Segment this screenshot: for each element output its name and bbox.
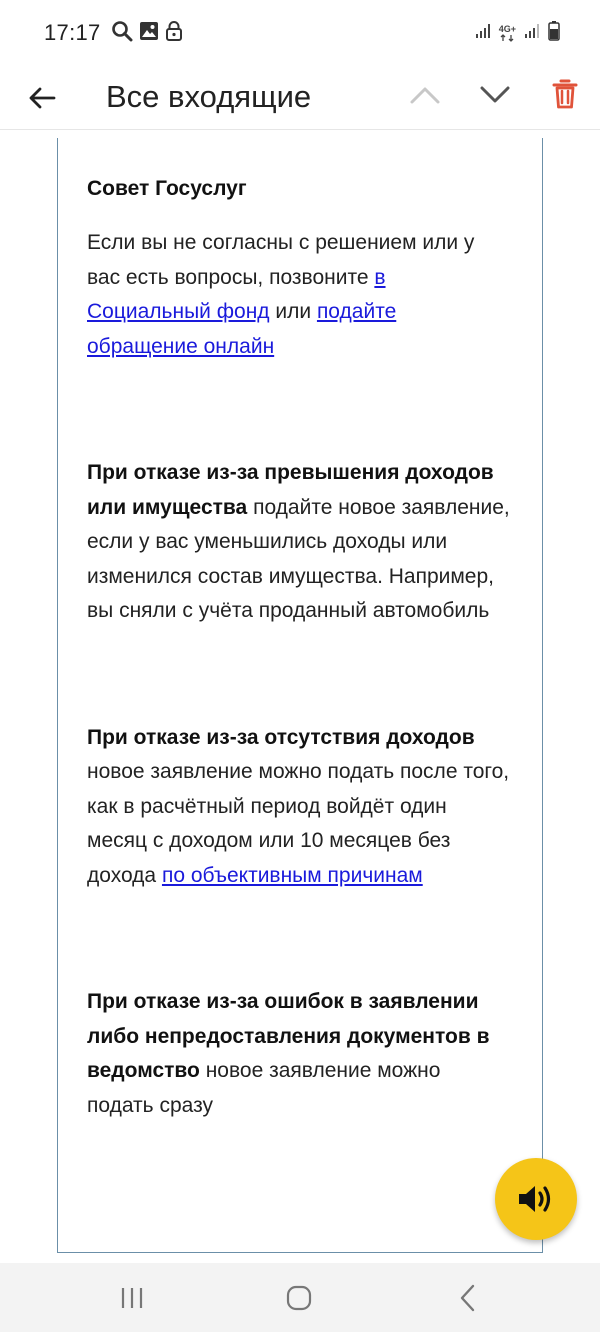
errors-refusal-paragraph (87, 985, 512, 1123)
income-refusal-bold: При отказе из-за превышения доходов или имущества (87, 461, 494, 519)
battery-icon (548, 21, 560, 46)
status-bar (0, 0, 600, 66)
previous-message-button[interactable] (404, 74, 446, 116)
lock-icon (165, 20, 183, 47)
signal-icon (475, 23, 491, 44)
home-button[interactable] (284, 1283, 314, 1313)
online-appeal-link[interactable]: подайте обращение онлайн (87, 300, 397, 358)
no-income-refusal-text: новое заявление можно подать после того, как в расчётный период войдёт один месяц с доходом или 10 месяцев без дохода (87, 760, 510, 887)
trash-icon (552, 78, 578, 110)
network-label: 4G+ (498, 23, 516, 34)
recent-apps-button[interactable] (118, 1285, 146, 1311)
income-refusal-paragraph (87, 456, 512, 629)
status-icons-left (111, 20, 183, 47)
tip-title: Совет Госуслуг (87, 177, 247, 200)
chevron-up-icon (409, 85, 441, 105)
tip-paragraph (87, 226, 512, 364)
system-nav-bar (0, 1263, 600, 1332)
search-icon (111, 20, 133, 47)
home-icon (286, 1285, 312, 1311)
delete-button[interactable] (548, 70, 582, 118)
objective-reasons-link[interactable]: по объективным причинам (161, 863, 423, 887)
read-aloud-button[interactable] (495, 1158, 577, 1240)
arrow-left-icon (28, 86, 56, 110)
recent-apps-icon (120, 1287, 144, 1309)
income-refusal-text: подайте новое заявление, если у вас уменьшились доходы или изменился состав имущества. Например, вы сняли с учёта проданный автомобиль (87, 495, 510, 622)
speaker-icon (516, 1182, 556, 1216)
signal-icon (524, 23, 540, 44)
errors-refusal-text: новое заявление можно подать сразу (87, 1059, 441, 1117)
image-icon (139, 21, 159, 46)
social-fund-link[interactable]: в Социальный фонд (87, 265, 386, 323)
4g-icon (499, 25, 516, 42)
status-icons-right (475, 21, 560, 46)
tip-text-1: Если вы не согласны с решением или у вас есть вопросы, позвоните (87, 231, 475, 289)
status-time: 17:17 (44, 20, 101, 45)
tip-text-2: или (269, 300, 317, 323)
back-button[interactable] (24, 76, 60, 120)
message-body (57, 138, 543, 1253)
no-income-refusal-paragraph (87, 721, 512, 894)
next-message-button[interactable] (474, 74, 516, 116)
no-income-refusal-bold: При отказе из-за отсутствия доходов (87, 725, 475, 749)
app-bar (0, 66, 600, 130)
system-back-button[interactable] (454, 1283, 480, 1313)
errors-refusal-bold: При отказе из-за ошибок в заявлении либо непредоставления документов в ведомство (87, 990, 490, 1082)
chevron-down-icon (479, 85, 511, 105)
chevron-left-icon (458, 1284, 476, 1312)
page-title: Все входящие (106, 79, 312, 114)
